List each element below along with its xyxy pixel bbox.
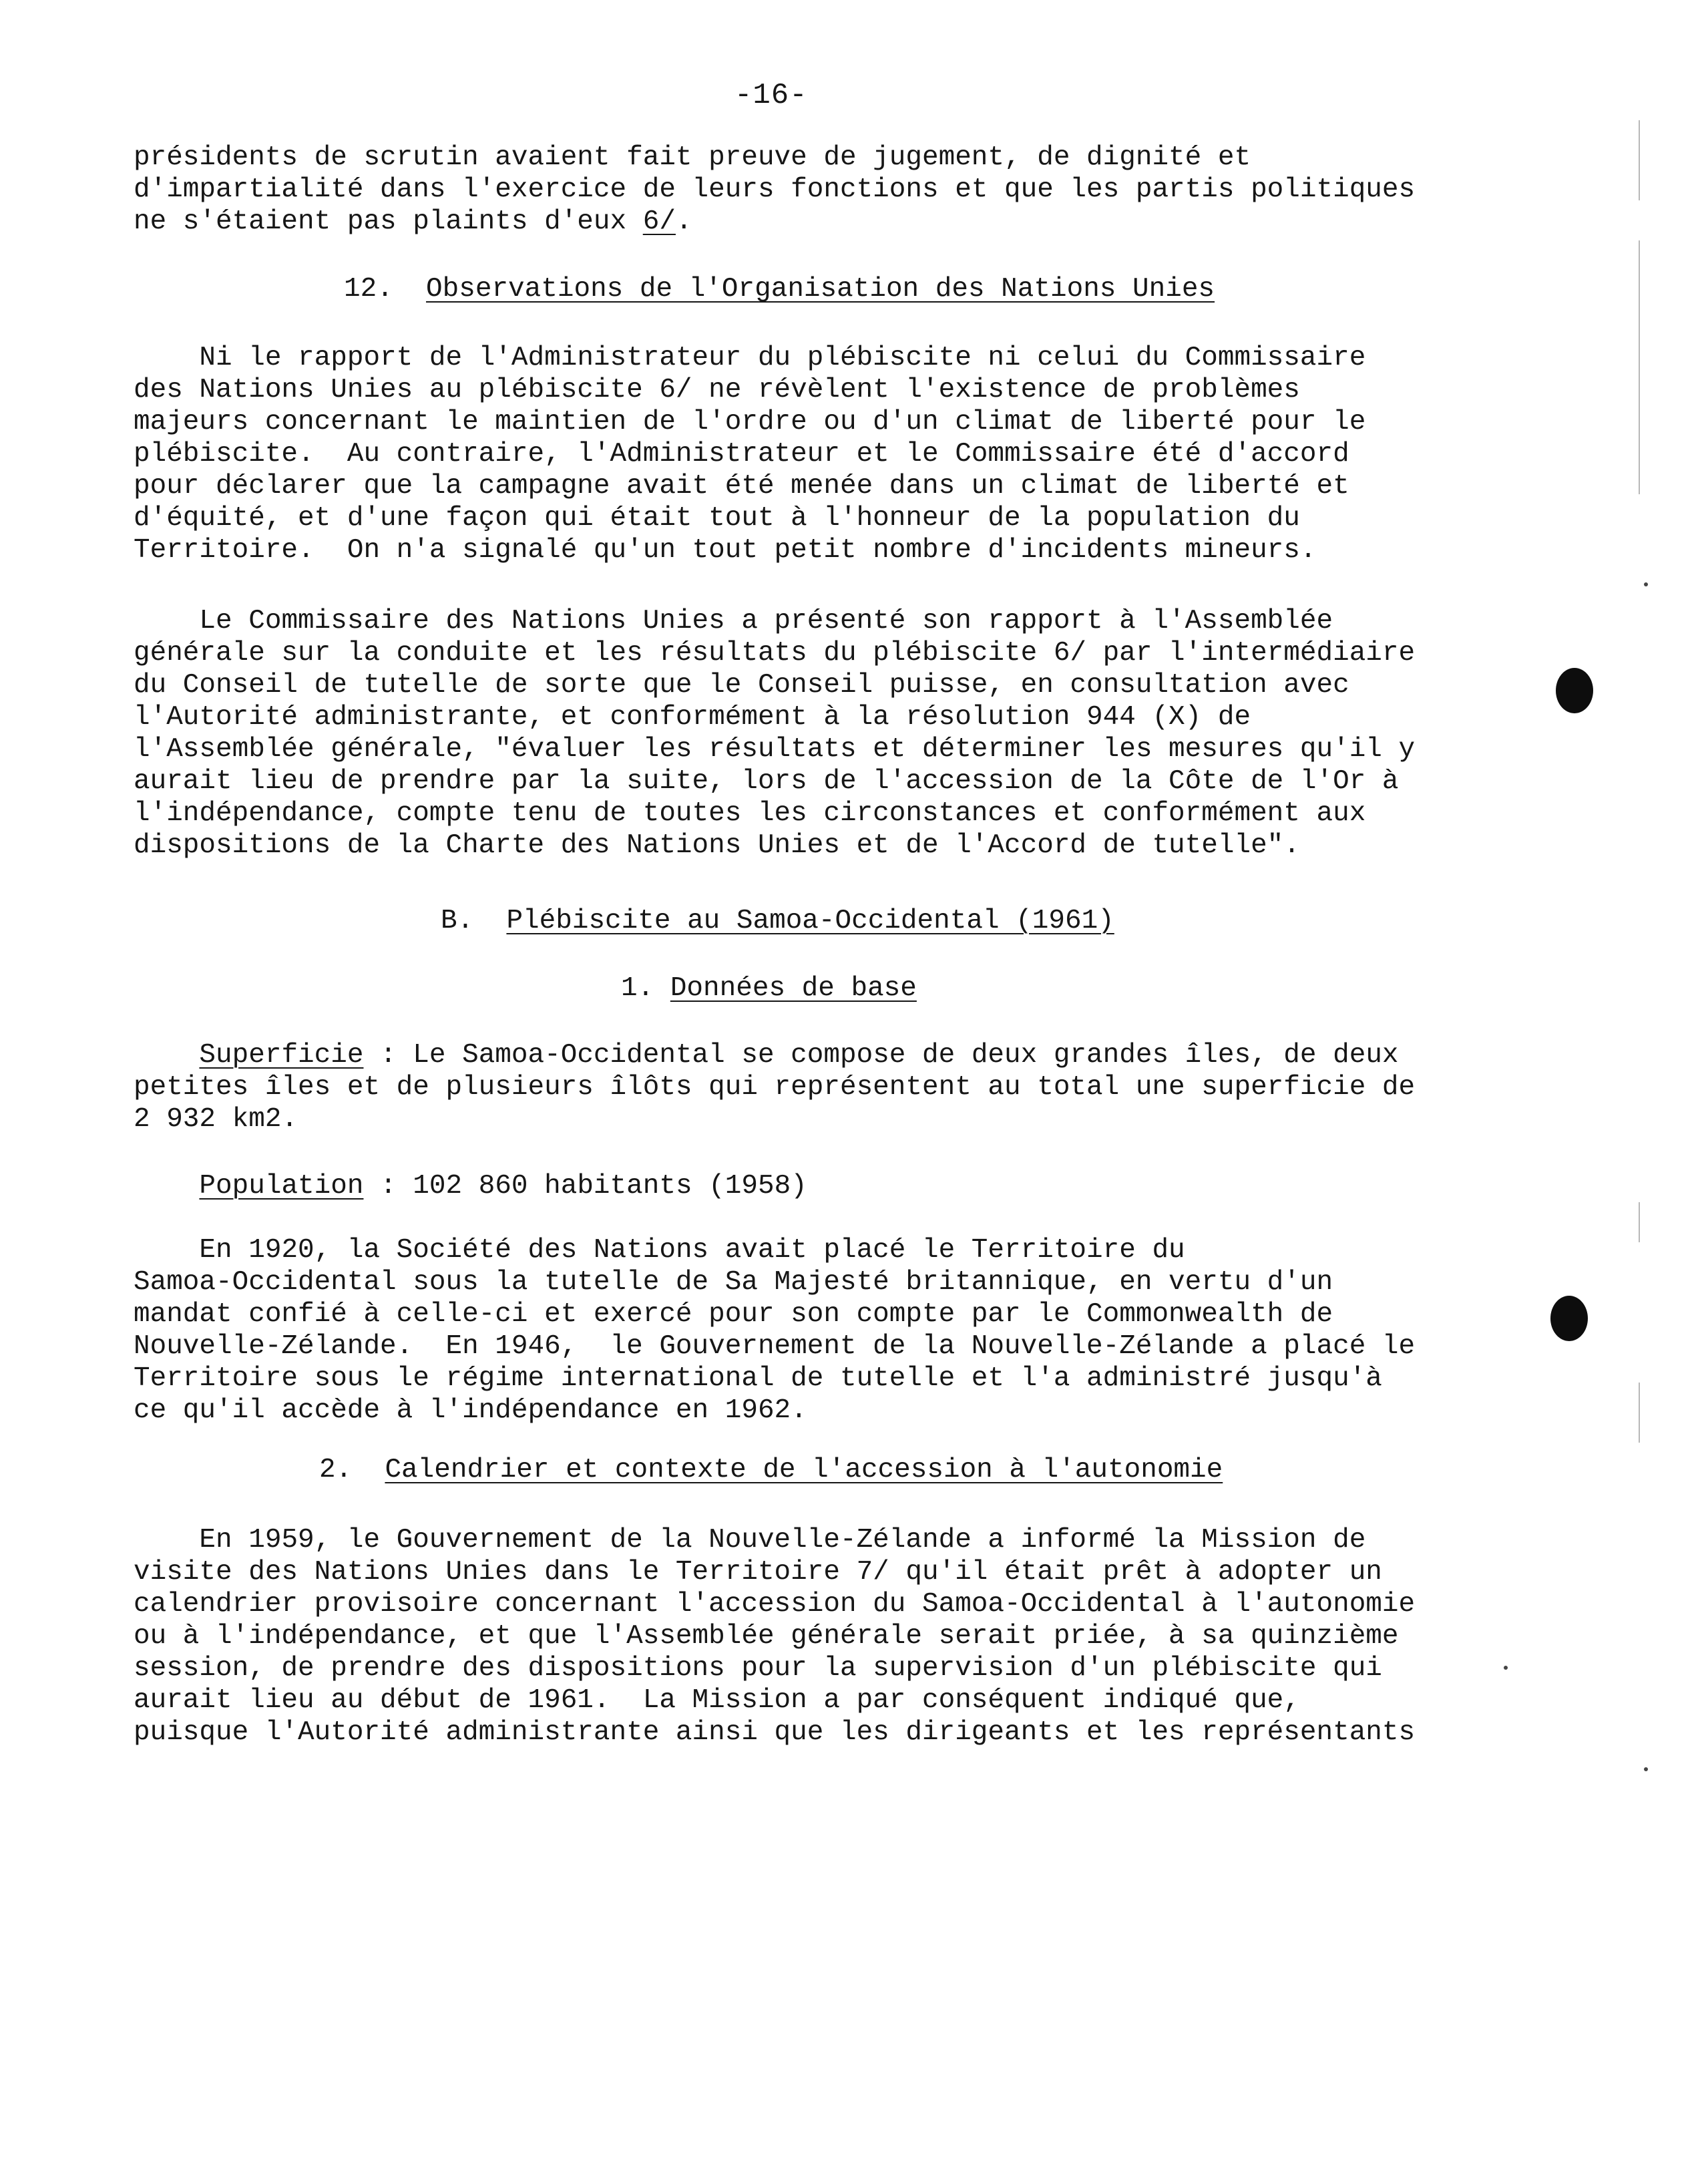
paragraph-population — [134, 1170, 1442, 1202]
section-heading-1 — [621, 972, 917, 1005]
paragraph-line: mandat confié à celle-ci et exercé pour son compte par le Commonwealth de — [134, 1299, 1333, 1330]
heading-title: Observations de l'Organisation des Nations Unies — [426, 274, 1215, 305]
paragraph-line: En 1920, la Société des Nations avait placé le Territoire du — [199, 1235, 1185, 1266]
paragraph-line: aurait lieu au début de 1961. La Mission a par conséquent indiqué que, — [134, 1685, 1300, 1716]
paragraph-line: Le Samoa-Occidental se compose de deux grandes îles, de deux — [413, 1040, 1399, 1071]
paragraph-observations — [134, 342, 1442, 566]
heading-title: Données de base — [670, 973, 917, 1004]
paragraph-line: l'Assemblée générale, "évaluer les résultats et déterminer les mesures qu'il y — [134, 734, 1416, 765]
paragraph-line: Territoire. On n'a signalé qu'un tout petit nombre d'incidents mineurs. — [134, 535, 1317, 566]
paragraph-line: session, de prendre des dispositions pour la supervision d'un plébiscite qui — [134, 1653, 1382, 1684]
paragraph-line: plébiscite. Au contraire, l'Administrateur et le Commissaire été d'accord — [134, 439, 1349, 470]
paragraph-continuation — [134, 142, 1442, 238]
paragraph-line: Samoa-Occidental sous la tutelle de Sa Majesté britannique, en vertu d'un — [134, 1267, 1333, 1298]
scan-speck — [1644, 1767, 1648, 1771]
paragraph-line: ce qu'il accède à l'indépendance en 1962. — [134, 1395, 807, 1426]
paragraph-superficie — [134, 1039, 1442, 1135]
paragraph-1959 — [134, 1524, 1442, 1749]
paragraph-line: l'indépendance, compte tenu de toutes les circonstances et conformément aux — [134, 798, 1366, 829]
punch-hole — [1550, 1296, 1588, 1341]
paragraph-line-end: . — [675, 206, 692, 237]
page-number: -16- — [734, 79, 808, 112]
field-label-population: Population — [199, 1171, 364, 1202]
heading-number: 1. — [621, 973, 654, 1004]
scan-edge-mark — [1639, 1383, 1640, 1443]
paragraph-line: En 1959, le Gouvernement de la Nouvelle-Zélande a informé la Mission de — [199, 1525, 1366, 1556]
paragraph-line: d'équité, et d'une façon qui était tout à l'honneur de la population du — [134, 503, 1300, 534]
paragraph-line: puisque l'Autorité administrante ainsi que les dirigeants et les représentants — [134, 1717, 1416, 1748]
paragraph-line: d'impartialité dans l'exercice de leurs fonctions et que les partis politiques — [134, 174, 1416, 205]
footnote-ref: 6/ — [642, 206, 676, 237]
section-heading-b — [441, 904, 1114, 938]
field-separator: : — [363, 1171, 413, 1202]
paragraph-line: calendrier provisoire concernant l'accession du Samoa-Occidental à l'autonomie — [134, 1589, 1416, 1620]
paragraph-line: du Conseil de tutelle de sorte que le Conseil puisse, en consultation avec — [134, 670, 1349, 701]
paragraph-line: l'Autorité administrante, et conformément à la résolution 944 (X) de — [134, 702, 1251, 733]
paragraph-line: petites îles et de plusieurs îlôts qui représentent au total une superficie de — [134, 1072, 1416, 1103]
paragraph-line: pour déclarer que la campagne avait été menée dans un climat de liberté et — [134, 471, 1349, 502]
paragraph-line: générale sur la conduite et les résultats du plébiscite 6/ par l'intermédiaire — [134, 638, 1416, 669]
scan-edge-mark — [1639, 120, 1640, 200]
paragraph-line: Le Commissaire des Nations Unies a présenté son rapport à l'Assemblée — [199, 606, 1333, 636]
paragraph-line: Nouvelle-Zélande. En 1946, le Gouvernement de la Nouvelle-Zélande a placé le — [134, 1331, 1416, 1362]
paragraph-1920 — [134, 1234, 1442, 1427]
paragraph-line: dispositions de la Charte des Nations Unies et de l'Accord de tutelle". — [134, 830, 1300, 861]
field-label-superficie: Superficie — [199, 1040, 364, 1071]
heading-number: 12. — [344, 274, 393, 305]
paragraph-line: visite des Nations Unies dans le Territoire 7/ qu'il était prêt à adopter un — [134, 1557, 1382, 1588]
paragraph-line: majeurs concernant le maintien de l'ordre ou d'un climat de liberté pour le — [134, 407, 1366, 437]
section-heading-2 — [319, 1453, 1223, 1487]
population-value: 102 860 habitants (1958) — [413, 1171, 807, 1202]
scan-speck — [1504, 1666, 1508, 1670]
scan-speck — [1644, 582, 1648, 586]
paragraph-line: 2 932 km2. — [134, 1104, 298, 1135]
heading-number: 2. — [319, 1455, 353, 1485]
paragraph-commissaire — [134, 605, 1442, 862]
heading-number: B. — [441, 906, 474, 936]
field-separator: : — [363, 1040, 413, 1071]
paragraph-line: ne s'étaient pas plaints d'eux — [134, 206, 643, 237]
paragraph-line: Ni le rapport de l'Administrateur du plébiscite ni celui du Commissaire — [199, 343, 1366, 373]
scan-edge-mark — [1639, 1202, 1640, 1242]
punch-hole — [1556, 668, 1593, 713]
heading-title: Calendrier et contexte de l'accession à l'autonomie — [385, 1455, 1223, 1485]
section-heading-12 — [344, 272, 1215, 306]
paragraph-line: ou à l'indépendance, et que l'Assemblée générale serait priée, à sa quinzième — [134, 1621, 1399, 1652]
paragraph-line: des Nations Unies au plébiscite 6/ ne révèlent l'existence de problèmes — [134, 375, 1300, 405]
scan-edge-mark — [1639, 240, 1640, 494]
paragraph-line: présidents de scrutin avaient fait preuve de jugement, de dignité et — [134, 142, 1251, 173]
heading-title: Plébiscite au Samoa-Occidental (1961) — [506, 906, 1114, 936]
paragraph-line: Territoire sous le régime international de tutelle et l'a administré jusqu'à — [134, 1363, 1382, 1394]
paragraph-line: aurait lieu de prendre par la suite, lors de l'accession de la Côte de l'Or à — [134, 766, 1399, 797]
